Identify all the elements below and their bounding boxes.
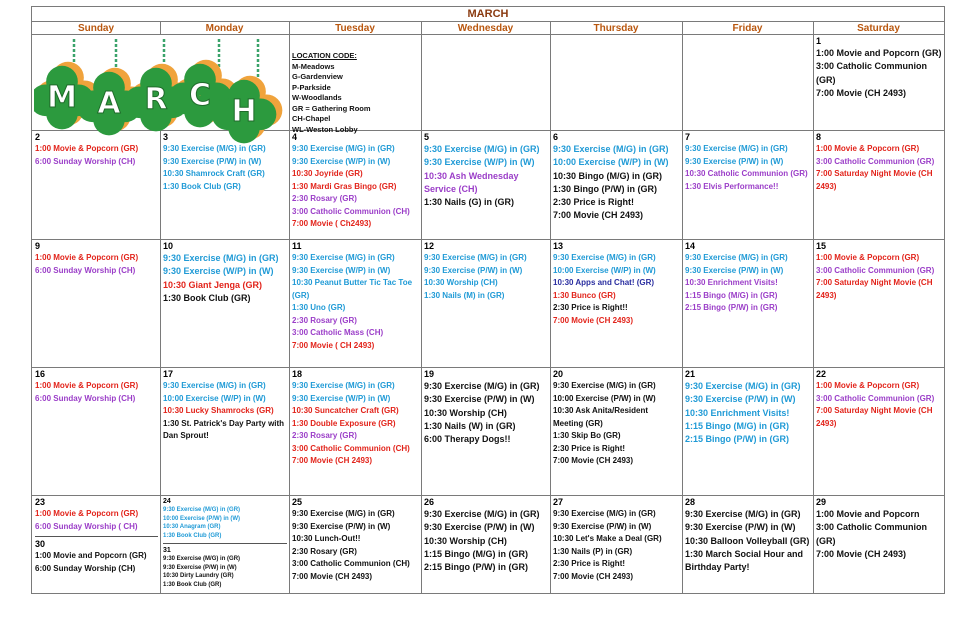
- event-item: 10:30 Balloon Volleyball (GR): [685, 535, 810, 546]
- day-cell-16[interactable]: [33, 368, 160, 495]
- event-item: 9:30 Exercise (P/W) in (W): [424, 265, 523, 275]
- event-item: 10:30 Apps and Chat! (GR): [553, 278, 655, 287]
- day-number: 27: [553, 497, 564, 507]
- event-item: 6:00 Therapy Dogs!!: [424, 434, 511, 445]
- event-item: 9:30 Exercise (P/W) in (W): [424, 522, 535, 533]
- event-item: 9:30 Exercise (M/G) in (GR): [163, 381, 266, 390]
- day-cell-27[interactable]: [551, 496, 682, 594]
- event-item: 1:00 Movie & Popcorn (GR): [816, 144, 920, 153]
- event-item: 9:30 Exercise (M/G) in (GR): [292, 253, 395, 262]
- event-item: 1:00 Movie & Popcorn (GR): [35, 381, 139, 390]
- event-item: 6:00 Sunday Worship (CH): [35, 563, 136, 573]
- event-item: 3:00 Catholic Communion (CH): [292, 206, 410, 216]
- event-item: 10:30 Lunch-Out!!: [292, 534, 361, 543]
- event-item: 9:30 Exercise (M/G) in (GR): [163, 556, 241, 562]
- event-item: 2:30 Rosary (GR): [292, 546, 357, 556]
- event-item: 1:30 March Social Hour and Birthday Party!: [685, 548, 804, 573]
- day-number: 31: [163, 547, 171, 554]
- event-item: 7:00 Saturday Night Movie (CH 2493): [816, 278, 933, 300]
- event-item: 9:30 Exercise (W/P) in (W): [163, 266, 274, 277]
- split-divider: [35, 536, 158, 537]
- event-item: 10:00 Exercise (P/W) in (W): [163, 515, 241, 522]
- day-header-wednesday: Wednesday: [421, 21, 550, 35]
- event-item: 7:00 Movie (CH 2493): [553, 210, 644, 221]
- event-item: 2:30 Rosary (GR): [292, 194, 357, 203]
- event-item: 10:30 Worship (CH): [424, 278, 498, 287]
- event-item: 10:30 Suncatcher Craft (GR): [292, 406, 399, 415]
- event-item: 9:30 Exercise (M/G) in (GR): [292, 509, 395, 518]
- event-item: 9:30 Exercise (M/G) in (GR): [292, 381, 395, 390]
- day-header-monday: Monday: [160, 21, 289, 35]
- day-number: 19: [424, 369, 435, 379]
- day-cell-21[interactable]: [683, 368, 813, 495]
- event-item: 9:30 Exercise (P/W) in (W): [685, 265, 784, 275]
- day-number: 28: [685, 497, 696, 507]
- event-item: 9:30 Exercise (M/G) in (GR): [553, 509, 656, 518]
- event-item: 2:15 Bingo (P/W) in (GR): [685, 303, 778, 312]
- day-number: 20: [553, 369, 564, 379]
- event-item: 9:30 Exercise (M/G) in (GR): [685, 144, 788, 153]
- march-shamrock-art: [34, 35, 290, 157]
- event-item: 9:30 Exercise (M/G) in (GR): [424, 381, 540, 391]
- day-number: 16: [35, 369, 46, 379]
- event-item: 7:00 Movie (CH 2493): [553, 315, 634, 325]
- event-item: 2:30 Price is Right!!: [553, 303, 628, 312]
- event-item: 1:00 Movie & Popcorn (GR): [35, 253, 139, 262]
- day-number: 6: [553, 132, 559, 142]
- event-item: 10:00 Exercise (P/W) in (W): [553, 393, 656, 403]
- event-item: 10:30 Bingo (M/G) in (GR): [553, 170, 662, 181]
- location-code-item: WL-Weston Lobby: [292, 124, 358, 134]
- event-item: 10:30 Enrichment Visits!: [685, 407, 790, 418]
- event-item: 3:00 Catholic Communion (GR): [816, 265, 935, 275]
- day-header-sunday: Sunday: [32, 21, 160, 35]
- event-item: 7:00 Movie ( CH 2493): [292, 340, 375, 350]
- day-cell-12[interactable]: [422, 240, 550, 367]
- day-number: 22: [816, 369, 827, 379]
- day-number: 29: [816, 497, 827, 507]
- day-number: 17: [163, 369, 174, 379]
- event-item: 7:00 Movie (CH 2493): [292, 456, 373, 465]
- day-cell-17[interactable]: [161, 368, 289, 495]
- event-item: 1:30 Double Exposure (GR): [292, 418, 396, 428]
- day-cell-10[interactable]: [161, 240, 289, 367]
- event-item: 9:30 Exercise (M/G) in (GR): [553, 381, 656, 390]
- event-item: 1:30 Book Club (GR): [163, 292, 251, 303]
- day-cell-6[interactable]: [551, 131, 682, 239]
- day-number: 12: [424, 241, 435, 251]
- event-item: 7:00 Movie (CH 2493): [553, 571, 634, 581]
- day-number: 8: [816, 132, 822, 142]
- event-item: 9:30 Exercise (W/P) in (W): [292, 156, 391, 166]
- event-item: 10:30 Giant Jenga (GR): [163, 279, 263, 290]
- event-item: 9:30 Exercise (M/G) in (GR): [292, 144, 395, 153]
- event-item: 3:00 Catholic Communion (GR): [816, 61, 928, 85]
- location-code-item: GR = Gathering Room: [292, 103, 371, 113]
- march-letter: H: [231, 94, 257, 129]
- event-item: 10:30 Let's Make a Deal (GR): [553, 534, 662, 543]
- day-cell-5[interactable]: [422, 131, 550, 239]
- event-item: 1:30 Nails (G) in (GR): [424, 197, 515, 208]
- event-item: 9:30 Exercise (P/W) in (W): [685, 522, 796, 533]
- day-number: 30: [35, 539, 46, 549]
- event-item: 7:00 Movie (CH 2493): [292, 571, 373, 581]
- event-item: 6:00 Sunday Worship (CH): [35, 393, 136, 403]
- event-item: 10:30 Worship (CH): [424, 535, 507, 546]
- day-number: 7: [685, 132, 691, 142]
- day-number: 3: [163, 132, 169, 142]
- day-cell-26[interactable]: [422, 496, 550, 594]
- day-cell-1[interactable]: [814, 35, 944, 129]
- day-header-tuesday: Tuesday: [289, 21, 421, 35]
- event-item: 9:30 Exercise (P/W) in (W): [685, 156, 784, 166]
- event-item: 6:00 Sunday Worship (CH): [35, 265, 136, 275]
- day-cell-25[interactable]: [290, 496, 421, 594]
- event-item: 9:30 Exercise (W/P) in (W): [292, 393, 391, 403]
- day-cell-28[interactable]: [683, 496, 813, 594]
- event-item: 9:30 Exercise (W/P) in (W): [292, 265, 391, 275]
- event-item: 1:30 Elvis Performance!!: [685, 181, 779, 191]
- event-item: 1:30 Bunco (GR): [553, 290, 616, 300]
- event-item: 10:30 Dirty Laundry (GR): [163, 573, 234, 579]
- day-number: 13: [553, 241, 564, 251]
- location-code-item: W-Woodlands: [292, 93, 342, 102]
- day-number: 10: [163, 241, 174, 251]
- day-number: 4: [292, 132, 298, 142]
- location-code-item: M-Meadows: [292, 61, 335, 71]
- event-item: 2:15 Bingo (P/W) in (GR): [424, 562, 528, 573]
- day-cell-15[interactable]: [814, 240, 944, 367]
- day-number: 21: [685, 369, 696, 379]
- day-cell-29[interactable]: [814, 496, 944, 594]
- event-item: 7:00 Saturday Night Movie (CH 2493): [816, 169, 933, 191]
- event-item: 9:30 Exercise (P/W) in (W): [292, 521, 391, 531]
- event-item: 3:00 Catholic Communion (GR): [816, 156, 935, 166]
- event-item: 7:00 Movie (CH 2493): [816, 87, 907, 98]
- event-item: 1:30 St. Patrick's Day Party with Dan Sprout!: [163, 418, 285, 440]
- event-item: 1:30 Bingo (P/W) in (GR): [553, 183, 657, 194]
- event-item: 1:00 Movie & Popcorn (GR): [35, 144, 139, 153]
- event-item: 1:00 Movie and Popcorn (GR): [816, 48, 942, 58]
- event-item: 3:00 Catholic Communion (GR): [816, 393, 935, 403]
- event-item: 3:00 Catholic Mass (CH): [292, 328, 384, 337]
- event-item: 1:15 Bingo (M/G) in (GR): [424, 548, 528, 559]
- event-item: 1:15 Bingo (M/G) in (GR): [685, 420, 789, 431]
- event-item: 2:30 Rosary (GR): [292, 431, 357, 440]
- event-item: 10:30 Shamrock Craft (GR): [163, 169, 265, 178]
- event-item: 9:30 Exercise (M/G) in (GR): [424, 253, 527, 262]
- event-item: 3:00 Catholic Communion (CH): [292, 559, 410, 568]
- event-item: 9:30 Exercise (M/G) in (GR): [163, 144, 266, 153]
- march-letter: A: [97, 86, 121, 121]
- march-letter: R: [144, 82, 168, 117]
- day-cell-23[interactable]: [33, 496, 160, 594]
- calendar: [31, 6, 945, 594]
- day-number: 24: [163, 498, 171, 505]
- day-cell-19[interactable]: [422, 368, 550, 495]
- event-item: 1:00 Movie and Popcorn (GR): [35, 551, 147, 560]
- event-item: 9:30 Exercise (M/G) in (GR): [685, 509, 801, 519]
- event-item: 1:30 Mardi Gras Bingo (GR): [292, 181, 397, 191]
- event-item: 2:15 Bingo (P/W) in (GR): [685, 434, 789, 445]
- event-item: 2:30 Price is Right!: [553, 443, 626, 453]
- event-item: 9:30 Exercise (M/G) in (GR): [685, 253, 788, 262]
- day-cell-8[interactable]: [814, 131, 944, 239]
- day-number: 1: [816, 36, 822, 46]
- event-item: 10:30 Ask Anita/Resident Meeting (GR): [553, 406, 648, 428]
- day-cell-14[interactable]: [683, 240, 813, 367]
- event-item: 1:30 Nails (M) in (GR): [424, 290, 505, 300]
- location-code-title: LOCATION CODE:: [292, 51, 357, 60]
- event-item: 10:30 Anagram (GR): [163, 524, 221, 530]
- day-cell-11[interactable]: [290, 240, 421, 367]
- event-item: 9:30 Exercise (P/W) in (W): [163, 156, 262, 166]
- month-title: MARCH: [467, 8, 509, 20]
- location-code-box: [290, 35, 420, 155]
- event-item: 7:00 Saturday Night Movie (CH 2493): [816, 406, 933, 428]
- event-item: 1:30 Nails (P) in (GR): [553, 546, 633, 556]
- event-item: 1:00 Movie and Popcorn: [816, 509, 920, 519]
- event-item: 7:00 Movie ( Ch2493): [292, 219, 372, 228]
- location-code-item: P-Parkside: [292, 82, 331, 92]
- event-item: 10:30 Lucky Shamrocks (GR): [163, 406, 274, 415]
- day-number: 9: [35, 241, 41, 251]
- event-item: 9:30 Exercise (M/G) in (GR): [424, 144, 540, 154]
- event-item: 2:30 Price is Right!: [553, 197, 635, 208]
- event-item: 9:30 Exercise (P/W) in (W): [424, 394, 535, 405]
- event-item: 10:30 Ash Wednesday Service (CH): [424, 170, 519, 194]
- event-item: 9:30 Exercise (P/W) in (W): [553, 521, 652, 531]
- event-item: 9:30 Exercise (M/G) in (GR): [163, 253, 279, 263]
- day-cell-22[interactable]: [814, 368, 944, 495]
- event-item: 6:00 Sunday Worship (CH): [35, 156, 136, 166]
- event-item: 10:00 Exercise (W/P) in (W): [553, 157, 669, 168]
- event-item: 10:30 Worship (CH): [424, 407, 507, 418]
- event-item: 10:00 Exercise (W/P) in (W): [163, 393, 266, 403]
- day-number: 14: [685, 241, 696, 251]
- event-item: 9:30 Exercise (M/G) in (GR): [424, 509, 540, 519]
- day-cell-13[interactable]: [551, 240, 682, 367]
- day-number: 26: [424, 497, 435, 507]
- event-item: 1:00 Movie & Popcorn (GR): [816, 253, 920, 262]
- event-item: 7:00 Movie (CH 2493): [553, 456, 634, 465]
- event-item: 6:00 Sunday Worship ( CH): [35, 521, 138, 531]
- day-cell-7[interactable]: [683, 131, 813, 239]
- event-item: 10:00 Exercise (W/P) in (W): [553, 265, 656, 275]
- event-item: 1:30 Skip Bo (GR): [553, 431, 621, 440]
- event-item: 1:30 Nails (W) in (GR): [424, 420, 516, 431]
- event-item: 1:30 Book Club (GR): [163, 581, 222, 588]
- event-item: 9:30 Exercise (M/G) in (GR): [163, 507, 241, 513]
- march-letter: C: [188, 78, 212, 113]
- event-item: 9:30 Exercise (W/P) in (W): [424, 157, 535, 168]
- event-item: 1:15 Bingo (M/G) in (GR): [685, 290, 778, 300]
- event-item: 10:30 Enrichment Visits!: [685, 278, 778, 287]
- day-header-thursday: Thursday: [550, 21, 682, 35]
- event-item: 9:30 Exercise (P/W) in (W): [163, 564, 237, 571]
- march-letter: M: [47, 80, 77, 115]
- event-item: 10:30 Catholic Communion (GR): [685, 169, 808, 178]
- day-number: 11: [292, 241, 302, 251]
- event-item: 1:30 Book Club (GR): [163, 181, 241, 191]
- day-cell-18[interactable]: [290, 368, 421, 495]
- day-header-friday: Friday: [682, 21, 813, 35]
- event-item: 2:30 Price is Right!: [553, 559, 626, 568]
- event-item: 7:00 Movie (CH 2493): [816, 548, 907, 559]
- event-item: 9:30 Exercise (M/G) in (GR): [685, 381, 801, 391]
- location-code-item: CH-Chapel: [292, 114, 331, 123]
- event-item: 3:00 Catholic Communion (CH): [292, 443, 410, 453]
- event-item: 3:00 Catholic Communion (GR): [816, 522, 928, 546]
- event-item: 1:30 Uno (GR): [292, 303, 346, 312]
- day-header-saturday: Saturday: [813, 21, 944, 35]
- split-divider: [163, 543, 287, 544]
- day-number: 15: [816, 241, 827, 251]
- day-cell-9[interactable]: [33, 240, 160, 367]
- day-number: 18: [292, 369, 303, 379]
- day-number: 2: [35, 132, 41, 142]
- event-item: 10:30 Joyride (GR): [292, 169, 363, 178]
- event-item: 2:30 Rosary (GR): [292, 315, 357, 325]
- grid-line: [160, 21, 161, 34]
- event-item: 9:30 Exercise (M/G) in (GR): [553, 144, 669, 154]
- day-number: 5: [424, 132, 430, 142]
- event-item: 9:30 Exercise (M/G) in (GR): [553, 253, 656, 262]
- day-number: 23: [35, 497, 46, 507]
- location-code-item: G-Gardenview: [292, 72, 343, 81]
- event-item: 1:30 Book Club (GR): [163, 532, 222, 539]
- event-item: 10:30 Peanut Butter Tic Tac Toe (GR): [292, 278, 413, 300]
- event-item: 1:00 Movie & Popcorn (GR): [35, 509, 139, 518]
- event-item: 9:30 Exercise (P/W) in (W): [685, 394, 796, 405]
- event-item: 1:00 Movie & Popcorn (GR): [816, 381, 920, 390]
- day-number: 25: [292, 497, 303, 507]
- day-cell-24[interactable]: [161, 496, 289, 594]
- day-cell-20[interactable]: [551, 368, 682, 495]
